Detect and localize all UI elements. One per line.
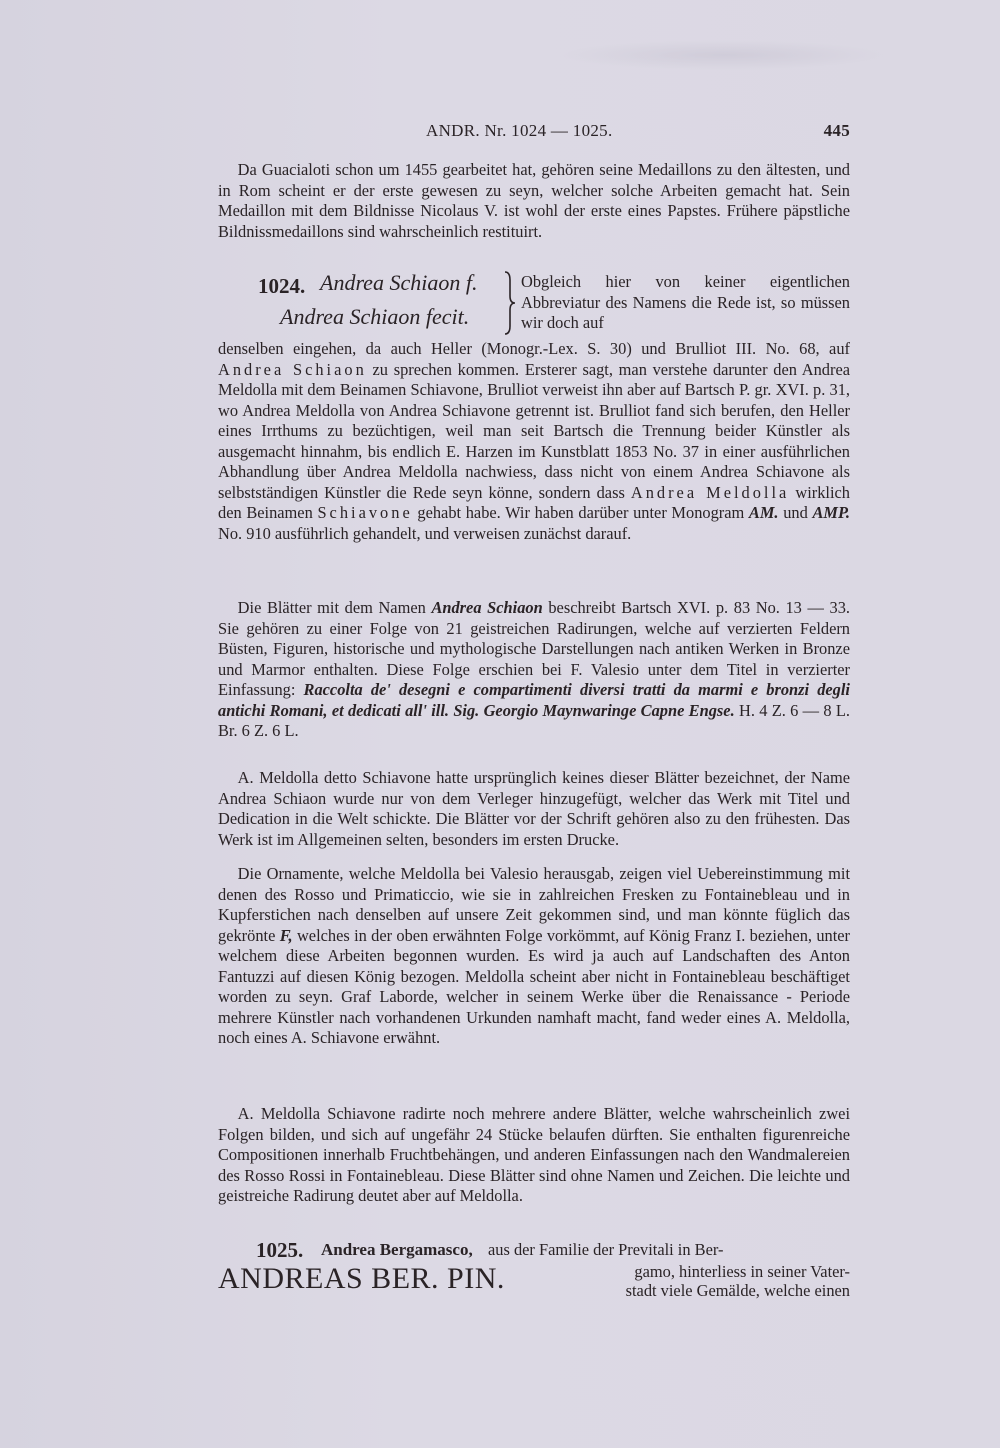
- paragraph-bartsch: [218, 598, 850, 742]
- entry-side-text: Obgleich hier von keiner eigentlichen Abbreviatur des Namens die Rede ist, so müssen wir doch auf: [521, 272, 850, 332]
- monogram-ref: AMP.: [812, 503, 850, 522]
- paragraph-guacialoti: Da Guacialoti schon um 1455 gearbeitet hat, gehören seine Medaillons zu den ältesten, und in Rom scheint er der erste gewesen zu seyn, welcher solche Arbeiten gemacht hat. Sein Medaillon mit dem Bildnisse Nicolaus V. ist wohl der erste eines Papstes. Frühere päpstliche Bildnissmedaillons sind wahrscheinlich restituirt.: [218, 160, 850, 241]
- spaced-name: Andrea Schiaon: [218, 359, 367, 379]
- italic-letter: F,: [279, 925, 293, 945]
- italic-name: Andrea Schiaon: [431, 598, 543, 617]
- text-line: gamo, hinterliess in seiner Vater-: [634, 1262, 850, 1281]
- italic-title: Raccolta de' desegni e compartimenti diversi tratti da marmi e bronzi degli antichi Romani, et dedicati all' ill. Sig. Georgio Maynwaringe Capne Engse.: [218, 680, 850, 720]
- paper-stain: [560, 40, 890, 70]
- paragraph-ornamente: [218, 864, 850, 1049]
- header-title: ANDR. Nr. 1024 — 1025.: [426, 121, 613, 140]
- text-run: gehabt habe. Wir haben darüber unter Monogram: [417, 503, 745, 522]
- entry-number: 1025.: [256, 1238, 304, 1262]
- text-run: H. 4 Z. 6 — 8 L. Br. 6 Z. 6 L.: [218, 700, 850, 740]
- page-number: 445: [823, 121, 850, 140]
- entry-1025: [218, 1238, 850, 1318]
- entry-name: Andrea Bergamasco,: [321, 1240, 473, 1259]
- spaced-name: Andrea Meldolla: [630, 482, 790, 502]
- entry-text: aus der Familie der Previtali in Ber-: [488, 1240, 724, 1259]
- brace-icon: [503, 270, 517, 336]
- monogram-line-2: Andrea Schiaon fecit.: [280, 304, 470, 329]
- text-run: Die Ornamente, welche Meldolla bei Valesio herausgab, zeigen viel Uebereinstimmung mit denen des Rosso und Primaticcio, wie sie in zahlreichen Fresken zu Fontainebleau und in Kupferstichen nach denselben auf unsere Zeit gekommen sind, und man könnte füglich das gekrönte: [218, 864, 850, 945]
- text-run: wirklich den Beinamen: [218, 482, 850, 522]
- text-line: stadt viele Gemälde, welche einen: [625, 1281, 850, 1300]
- text-run: No. 910 ausführlich gehandelt, und verweisen zunächst darauf.: [218, 523, 632, 543]
- text-run: denselben eingehen, da auch Heller (Monogr.-Lex. S. 30) und Brulliot III. No. 68, auf: [218, 339, 850, 358]
- paragraph-heller-brulliot: [218, 339, 850, 544]
- entry-number: 1024.: [258, 274, 306, 298]
- text-run: Die Blätter mit dem Namen: [237, 598, 426, 617]
- spaced-name: Schiavone: [317, 503, 413, 522]
- paragraph-meldolla-detto: A. Meldolla detto Schiavone hatte ursprünglich keines dieser Blätter bezeichnet, der Name Andrea Schiaon wurde nur von dem Verleger hinzugefügt, welcher das Werk mit Titel und Dedication in die Welt schickte. Die Blätter vor der Schrift gehören also zu den frühesten. Das Werk ist im Allgemeinen selten, besonders im ersten Drucke.: [218, 768, 850, 849]
- paragraph-radirte: A. Meldolla Schiavone radirte noch mehrere andere Blätter, welche wahrscheinlich zwei Folgen bilden, und sich auf ungefähr 24 Stücke belaufen dürften. Sie enthalten figurenreiche Compositionen innerhalb Fruchtbehängen, und anderen Einfassungen nach den Wandmalereien des Rosso Rossi in Fontainebleau. Diese Blätter sind ohne Namen und Zeichen. Die leichte und geistreiche Radirung deutet aber auf Meldolla.: [218, 1104, 850, 1205]
- entry-continuation: [563, 1262, 850, 1300]
- text-run: welches in der oben erwähnten Folge vorkömmt, auf König Franz I. beziehen, unter welchem diese Arbeiten begonnen wurden. Es wird ja auch auf Landschaften des Anton Fantuzzi auf diesen König bezogen. Meldolla scheint aber nicht in Fontainebleau beschäftiget worden zu seyn. Graf Laborde, welcher in seinem Werke über die Renaissance - Periode mehrere Künstler nach vorhandenen Urkunden namhaft macht, fand weder eines A. Meldolla, noch eines A. Schiavone erwähnt.: [218, 925, 851, 1047]
- monogram-line-1: Andrea Schiaon f.: [320, 270, 478, 295]
- entry-1024: [218, 270, 850, 340]
- running-header: [426, 121, 850, 145]
- monogram-ref: AM.: [748, 503, 779, 522]
- text-run: beschreibt Bartsch XVI. p. 83 No. 13 — 33. Sie gehören zu einer Folge von 21 geistreichen Radirungen, welche auf verzierten Feldern Büsten, Figuren, historische und mythologische Darstellungen nach antiken Werken in Bronze und Marmor enthalten. Diese Folge erschien bei F. Valesio unter dem Titel in verzierter Einfassung:: [218, 598, 850, 699]
- monogram-inscription: ANDREAS BER. PIN.: [218, 1262, 505, 1295]
- text-run: und: [783, 503, 808, 522]
- text-run: zu sprechen kommen. Ersterer sagt, man verstehe darunter den Andrea Meldolla mit dem Beinamen Schiavone, Brulliot verweist ihn aber auf Bartsch P. gr. XVI. p. 31, wo Andrea Meldolla von Andrea Schiavone getrennt ist. Brulliot fand sich berufen, den Heller eines Irrthums zu bezüchtigen, weil man seit Bartsch die Trennung beider Künstler als ausgemacht hinnahm, bis endlich E. Harzen im Kunstblatt 1853 No. 37 in einer ausführlichen Abhandlung über Andrea Meldolla nachwiess, dass nicht von einem Andrea Schiavone als selbstständigen Künstler die Rede seyn könne, sondern dass: [218, 359, 850, 502]
